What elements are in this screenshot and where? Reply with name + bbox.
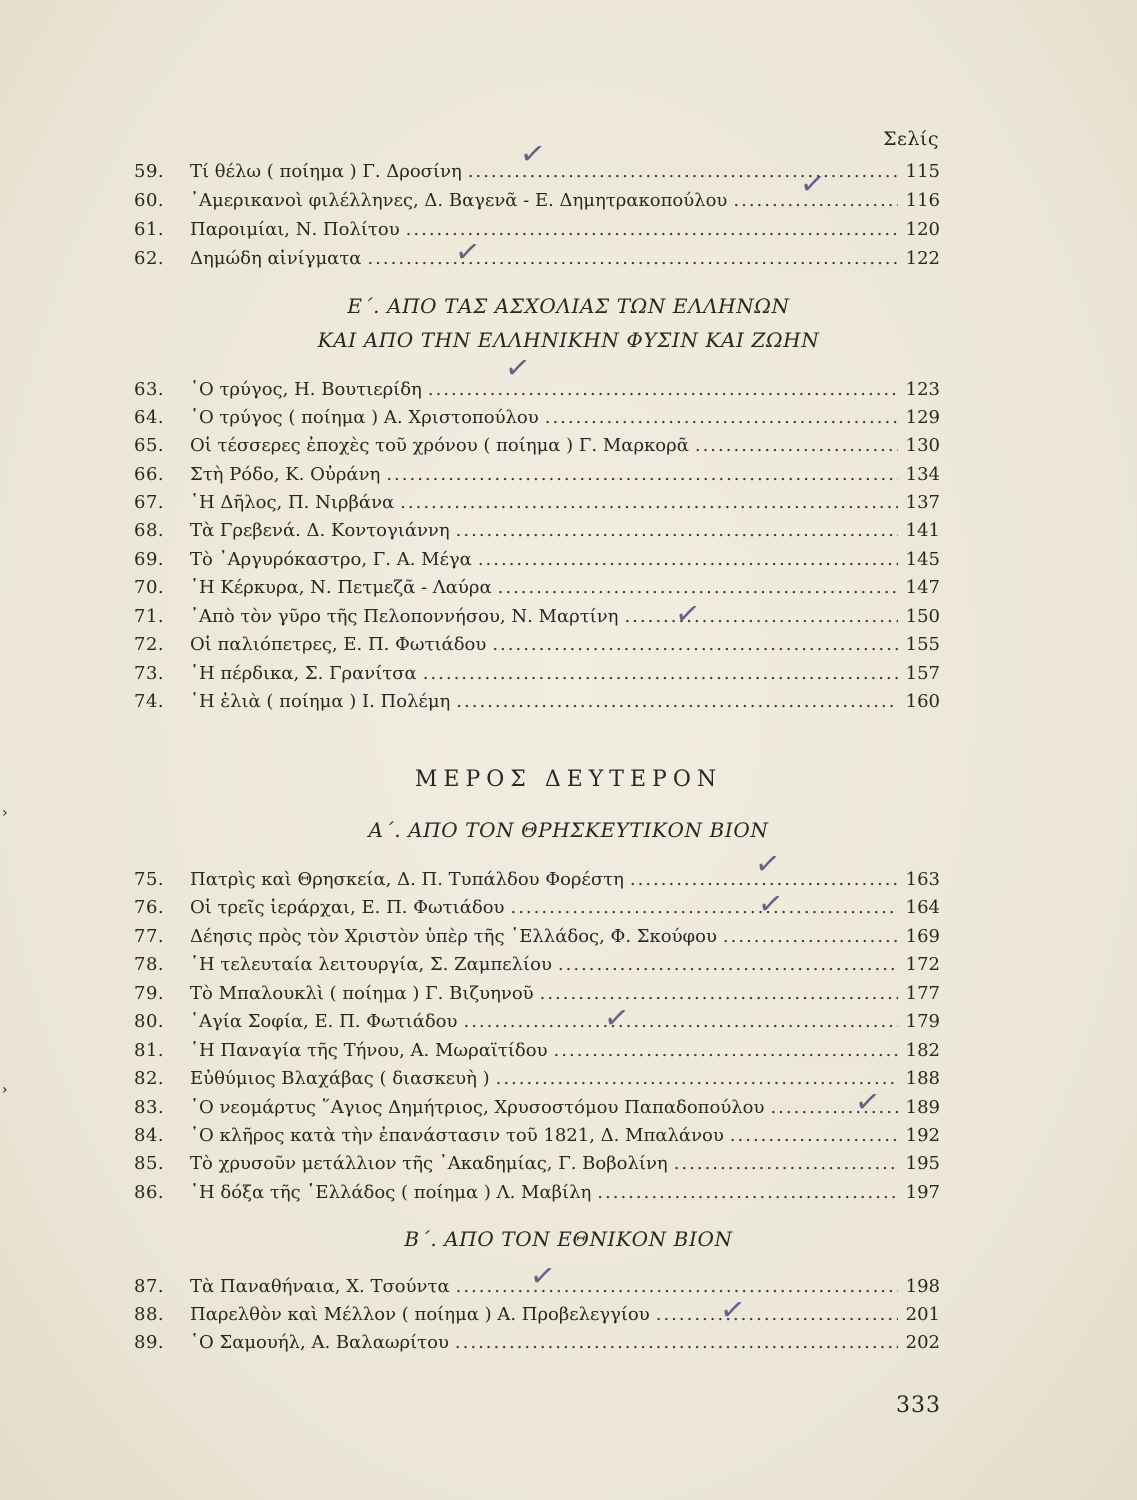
entry-page: 145 <box>905 549 940 570</box>
entry-title: ῾Η τελευταία λειτουργία, Σ. Ζαμπελίου <box>190 954 552 975</box>
entry-title: Τὰ Γρεβενά. Δ. Κοντογιάννη <box>190 520 450 541</box>
entry-number: 72. <box>134 634 165 655</box>
toc-entry <box>134 1179 940 1207</box>
entry-title: ῾Ο Σαμουήλ, Α. Βαλαωρίτου <box>190 1332 449 1353</box>
entry-page: 179 <box>905 1011 940 1032</box>
entry-title: Τὸ ᾿Αργυρόκαστρο, Γ. Α. Μέγα <box>190 549 472 570</box>
dot-leader <box>463 1008 898 1036</box>
toc-entry <box>134 546 940 574</box>
dot-leader <box>554 1037 898 1065</box>
toc-entry <box>134 688 940 716</box>
entry-page: 160 <box>905 691 940 712</box>
entry-number: 71. <box>134 606 165 627</box>
toc-entry <box>134 404 940 432</box>
dot-leader <box>496 1065 898 1093</box>
toc-entry <box>134 517 940 545</box>
entry-number: 62. <box>134 248 165 269</box>
check-mark-icon: ✓ <box>502 349 533 388</box>
toc-entry <box>134 376 940 404</box>
entry-title: Παρελθὸν καὶ Μέλλον ( ποίημα ) Α. Προβελεγγίου <box>190 1304 650 1325</box>
check-mark-icon: ✓ <box>717 1291 748 1330</box>
entry-page: 169 <box>905 926 940 947</box>
entry-number: 74. <box>134 691 165 712</box>
entry-number: 69. <box>134 549 165 570</box>
section-b-heading: Β΄. ΑΠΟ ΤΟΝ ΕΘΝΙΚΟΝ ΒΙΟΝ <box>404 1227 733 1251</box>
dot-leader <box>545 404 898 432</box>
check-mark-icon: ✓ <box>517 135 548 174</box>
check-mark-icon: ✓ <box>601 999 632 1038</box>
section-e-heading-line1: Ε΄. ΑΠΟ ΤΑΣ ΑΣΧΟΛΙΑΣ ΤΩΝ ΕΛΛΗΝΩΝ <box>347 294 790 318</box>
entry-page: 129 <box>905 407 940 428</box>
entry-page: 123 <box>905 379 940 400</box>
dot-leader <box>510 894 898 922</box>
section-a-heading: Α΄. ΑΠΟ ΤΟΝ ΘΡΗΣΚΕΥΤΙΚΟΝ ΒΙΟΝ <box>368 818 769 842</box>
entry-number: 64. <box>134 407 165 428</box>
entry-title: ῾Η Κέρκυρα, Ν. Πετμεζᾶ - Λαύρα <box>190 577 492 598</box>
check-mark-icon: ✓ <box>852 1083 883 1122</box>
dot-leader <box>367 245 898 273</box>
entry-title: Παροιμίαι, Ν. Πολίτου <box>190 219 400 240</box>
entry-page: 192 <box>905 1125 940 1146</box>
toc-entry <box>134 660 940 688</box>
entry-number: 63. <box>134 379 165 400</box>
entry-page: 157 <box>905 663 940 684</box>
entry-page: 115 <box>905 161 940 182</box>
entry-title: ῾Η Παναγία τῆς Τήνου, Α. Μωραϊτίδου <box>190 1040 548 1061</box>
toc-entry <box>134 631 940 659</box>
entry-title: Οἱ τρεῖς ἱεράρχαι, Ε. Π. Φωτιάδου <box>190 897 505 918</box>
check-mark-icon: ✓ <box>755 885 786 924</box>
toc-entry <box>134 951 940 979</box>
check-mark-icon: ✓ <box>752 845 783 884</box>
entry-number: 89. <box>134 1332 165 1353</box>
entry-title: Οἱ παλιόπετρες, Ε. Π. Φωτιάδου <box>190 634 487 655</box>
dot-leader <box>656 1301 898 1329</box>
entry-title: Τὰ Παναθήναια, Χ. Τσούντα <box>190 1276 450 1297</box>
entry-page: 198 <box>905 1276 940 1297</box>
entry-title: ῾Η πέρδικα, Σ. Γρανίτσα <box>190 663 417 684</box>
toc-entry <box>134 1301 940 1329</box>
toc-entry <box>134 894 940 922</box>
entry-page: 116 <box>905 190 940 211</box>
margin-mark-icon: › <box>2 805 8 821</box>
check-mark-icon: ✓ <box>527 1257 558 1296</box>
entry-title: Τί θέλω ( ποίημα ) Γ. Δροσίνη <box>190 161 462 182</box>
entry-number: 75. <box>134 869 165 890</box>
entry-page: 195 <box>905 1153 940 1174</box>
dot-leader <box>456 517 898 545</box>
entry-title: Οἱ τέσσερες ἐποχὲς τοῦ χρόνου ( ποίημα ) Γ. Μαρκορᾶ <box>190 435 689 456</box>
entry-title: ᾿Απὸ τὸν γῦρο τῆς Πελοποννήσου, Ν. Μαρτίνη <box>190 606 619 627</box>
entry-title: ῾Η δόξα τῆς ῾Ελλάδος ( ποίημα ) Λ. Μαβίλη <box>190 1182 592 1203</box>
dot-leader <box>455 1329 898 1357</box>
dot-leader <box>478 546 898 574</box>
dot-leader <box>597 1179 898 1207</box>
entry-page: 141 <box>905 520 940 541</box>
entry-number: 76. <box>134 897 165 918</box>
entry-title: Στὴ Ρόδο, Κ. Οὐράνη <box>190 464 381 485</box>
entry-page: 202 <box>905 1332 940 1353</box>
toc-entry <box>134 1008 940 1036</box>
toc-entry <box>134 1329 940 1357</box>
entry-page: 182 <box>905 1040 940 1061</box>
toc-entry <box>134 216 940 244</box>
entry-number: 77. <box>134 926 165 947</box>
dot-leader <box>558 951 898 979</box>
toc-entry <box>134 432 940 460</box>
entry-number: 80. <box>134 1011 165 1032</box>
entry-number: 67. <box>134 492 165 513</box>
toc-entry <box>134 1037 940 1065</box>
entry-number: 82. <box>134 1068 165 1089</box>
toc-entry <box>134 1150 940 1178</box>
entry-title: ᾿Αμερικανοὶ φιλέλληνες, Δ. Βαγενᾶ - Ε. Δημητρακοπούλου <box>190 190 728 211</box>
entry-number: 68. <box>134 520 165 541</box>
entry-number: 70. <box>134 577 165 598</box>
entry-page: 164 <box>905 897 940 918</box>
check-mark-icon: ✓ <box>672 595 703 634</box>
toc-entry <box>134 461 940 489</box>
entry-number: 65. <box>134 435 165 456</box>
toc-entry <box>134 1094 940 1122</box>
section-e-heading-line2: ΚΑΙ ΑΠΟ ΤΗΝ ΕΛΛΗΝΙΚΗΝ ΦΥΣΙΝ ΚΑΙ ΖΩΗΝ <box>317 328 820 352</box>
toc-entry <box>134 489 940 517</box>
toc-entry <box>134 980 940 1008</box>
entry-number: 81. <box>134 1040 165 1061</box>
entry-page: 172 <box>905 954 940 975</box>
dot-leader <box>624 603 898 631</box>
entry-page: 155 <box>905 634 940 655</box>
entry-page: 137 <box>905 492 940 513</box>
entry-page: 201 <box>905 1304 940 1325</box>
entry-number: 86. <box>134 1182 165 1203</box>
dot-leader <box>386 461 898 489</box>
toc-entry <box>134 245 940 273</box>
entry-page: 197 <box>905 1182 940 1203</box>
toc-entry <box>134 923 940 951</box>
dot-leader <box>400 489 898 517</box>
page-column-label: Σελίς <box>883 128 939 150</box>
entry-title: ῾Αγία Σοφία, Ε. Π. Φωτιάδου <box>190 1011 458 1032</box>
dot-leader <box>456 1273 898 1301</box>
part-two-heading: ΜΕΡΟΣ ΔΕΥΤΕΡΟΝ <box>414 767 723 792</box>
entry-title: Δέησις πρὸς τὸν Χριστὸν ὑπὲρ τῆς ῾Ελλάδος, Φ. Σκούφου <box>190 926 717 947</box>
entry-number: 84. <box>134 1125 165 1146</box>
dot-leader <box>540 980 898 1008</box>
entry-number: 73. <box>134 663 165 684</box>
toc-entry <box>134 603 940 631</box>
entry-page: 177 <box>905 983 940 1004</box>
entry-page: 163 <box>905 869 940 890</box>
dot-leader <box>456 688 898 716</box>
dot-leader <box>695 432 898 460</box>
entry-number: 60. <box>134 190 165 211</box>
entry-title: ῾Η Δῆλος, Π. Νιρβάνα <box>190 492 395 513</box>
check-mark-icon: ✓ <box>452 233 483 272</box>
entry-page: 188 <box>905 1068 940 1089</box>
entry-number: 88. <box>134 1304 165 1325</box>
entry-number: 66. <box>134 464 165 485</box>
entry-number: 79. <box>134 983 165 1004</box>
margin-mark-icon: › <box>2 1082 8 1098</box>
entry-page: 147 <box>905 577 940 598</box>
entry-title: ῾Ο τρύγος, Η. Βουτιερίδη <box>190 379 422 400</box>
entry-title: ῾Η ἐλιὰ ( ποίημα ) Ι. Πολέμη <box>190 691 451 712</box>
page-number: 333 <box>896 1393 941 1418</box>
entry-title: ῾Ο κλῆρος κατὰ τὴν ἐπανάστασιν τοῦ 1821, Δ. Μπαλάνου <box>190 1125 724 1146</box>
dot-leader <box>428 376 898 404</box>
toc-entry <box>134 1122 940 1150</box>
check-mark-icon: ✓ <box>797 165 828 204</box>
dot-leader <box>423 660 898 688</box>
entry-title: Τὸ Μπαλουκλὶ ( ποίημα ) Γ. Βιζυηνοῦ <box>190 983 534 1004</box>
entry-number: 85. <box>134 1153 165 1174</box>
entry-title: Τὸ χρυσοῦν μετάλλιον τῆς ᾿Ακαδημίας, Γ. Βοβολίνη <box>190 1153 668 1174</box>
entry-page: 189 <box>905 1097 940 1118</box>
entry-page: 122 <box>905 248 940 269</box>
dot-leader <box>674 1150 898 1178</box>
toc-entry <box>134 1065 940 1093</box>
dot-leader <box>730 1122 898 1150</box>
entry-page: 120 <box>905 219 940 240</box>
toc-entry <box>134 866 940 894</box>
entry-number: 59. <box>134 161 165 182</box>
entry-title: ῾Ο τρύγος ( ποίημα ) Α. Χριστοπούλου <box>190 407 539 428</box>
entry-title: Πατρὶς καὶ Θρησκεία, Δ. Π. Τυπάλδου Φορέστη <box>190 869 624 890</box>
entry-title: Δημώδη αἰνίγματα <box>190 248 362 269</box>
entry-title: ῾Ο νεομάρτυς ῞Αγιος Δημήτριος, Χρυσοστόμου Παπαδοπούλου <box>190 1097 765 1118</box>
toc-entry <box>134 574 940 602</box>
dot-leader <box>723 923 898 951</box>
entry-number: 87. <box>134 1276 165 1297</box>
entry-number: 78. <box>134 954 165 975</box>
entry-page: 150 <box>905 606 940 627</box>
entry-title: Εὐθύμιος Βλαχάβας ( διασκευὴ ) <box>190 1068 490 1089</box>
entry-page: 130 <box>905 435 940 456</box>
entry-number: 83. <box>134 1097 165 1118</box>
entry-number: 61. <box>134 219 165 240</box>
entry-page: 134 <box>905 464 940 485</box>
dot-leader <box>492 631 898 659</box>
